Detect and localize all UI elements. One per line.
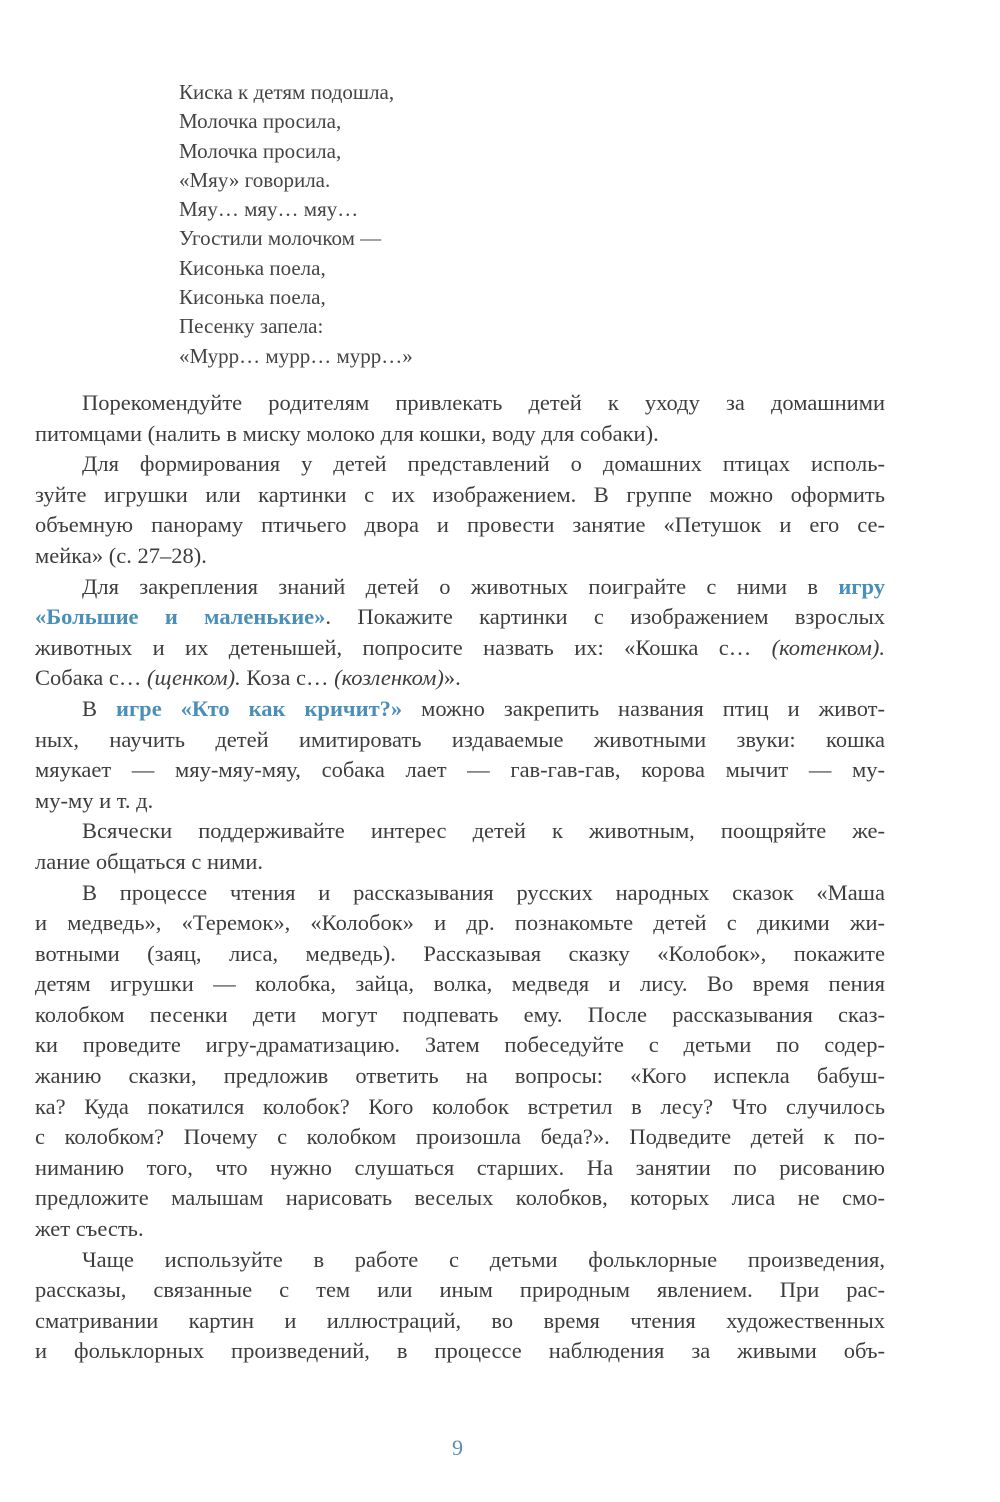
paragraph-birds bbox=[35, 449, 885, 571]
paragraph-who-cries-game bbox=[35, 694, 885, 816]
paragraph-folklore bbox=[35, 1245, 885, 1367]
text-fragment: Коза с… bbox=[246, 665, 329, 691]
page-number: 9 bbox=[452, 1435, 463, 1460]
poem-block bbox=[179, 78, 413, 371]
text-line: лание общаться с ними. bbox=[35, 848, 263, 874]
game-link-big-small[interactable]: игру bbox=[838, 573, 885, 599]
text-line: мяукает — мяу-мяу-мяу, собака лает — гав-гав-гав, корова мычит — му- bbox=[35, 757, 885, 783]
text-line: Чаще используйте в работе с детьми фольклорные произведения, bbox=[82, 1246, 885, 1272]
text-line: зуйте игрушки или картинки с их изображением. В группе можно оформить bbox=[35, 481, 885, 507]
text-line: мейка» (с. 27–28). bbox=[35, 542, 207, 568]
text-line: Для формирования у детей представлений о домашних птицах исполь- bbox=[82, 451, 885, 477]
text-line bbox=[35, 663, 885, 694]
poem-line: Киска к детям подошла, bbox=[179, 80, 395, 104]
paragraph-fairy-tales bbox=[35, 878, 885, 1245]
text-line: колобком песенки дети могут подпевать ему. После рассказывания сказ- bbox=[35, 1001, 885, 1027]
italic-answer: (котенком). bbox=[771, 634, 885, 660]
game-link-who-cries[interactable]: игре «Кто как кричит?» bbox=[116, 695, 403, 721]
text-fragment: Собака с… bbox=[35, 665, 142, 691]
italic-answer: (козленком) bbox=[334, 665, 444, 691]
text-line: В процессе чтения и рассказывания русских народных сказок «Маша bbox=[82, 879, 885, 905]
text-line: питомцами (налить в миску молоко для кошки, воду для собаки). bbox=[35, 420, 659, 446]
text-line: предложите малышам нарисовать веселых колобков, которых лиса не смо- bbox=[35, 1185, 885, 1211]
paragraph-pets bbox=[35, 388, 885, 449]
text-fragment: Для закрепления знаний детей о животных поиграйте с ними в bbox=[82, 573, 819, 599]
text-line bbox=[35, 694, 885, 725]
game-link-big-small-title[interactable]: «Большие и маленькие» bbox=[35, 604, 326, 630]
text-line: ка? Куда покатился колобок? Кого колобок встретил в лесу? Что случилось bbox=[35, 1093, 885, 1119]
paragraph-big-small-game bbox=[35, 572, 885, 694]
text-fragment: можно закрепить названия птиц и живот- bbox=[421, 695, 885, 721]
paragraph-interest bbox=[35, 816, 885, 877]
poem-line: Мяу… мяу… мяу… bbox=[179, 197, 359, 222]
text-line: ниманию того, что нужно слушаться старших. На занятии по рисованию bbox=[35, 1154, 885, 1180]
poem-line: «Мурр… мурр… мурр…» bbox=[179, 343, 413, 368]
text-fragment: ». bbox=[443, 665, 461, 691]
text-fragment: В bbox=[82, 695, 98, 721]
poem-line: Угостили молочком — bbox=[179, 226, 382, 251]
text-line: му-му и т. д. bbox=[35, 787, 154, 813]
text-line: и фольклорных произведений, в процессе наблюдения за живыми объ- bbox=[35, 1338, 885, 1364]
poem-line: Молочка просила, bbox=[179, 138, 342, 163]
text-line: Порекомендуйте родителям привлекать детей к уходу за домашними bbox=[82, 390, 885, 415]
text-fragment: . Покажите картинки с изображением взрослых bbox=[325, 604, 885, 630]
body-text bbox=[35, 388, 885, 1367]
italic-answer: (щенком). bbox=[147, 665, 241, 691]
text-line: рассказы, связанные с тем или иным природным явлением. При рас- bbox=[35, 1277, 885, 1303]
text-line bbox=[35, 633, 885, 664]
text-line: сматривании картин и иллюстраций, во время чтения художественных bbox=[35, 1307, 885, 1333]
text-line: Всячески поддерживайте интерес детей к животным, поощряйте же- bbox=[82, 818, 885, 844]
poem-line: Песенку запела: bbox=[179, 314, 324, 339]
text-line: объемную панораму птичьего двора и провести занятие «Петушок и его се- bbox=[35, 512, 885, 538]
text-line: ки проведите игру-драматизацию. Затем побеседуйте с детьми по содер- bbox=[35, 1032, 885, 1058]
poem-line: Молочка просила, bbox=[179, 109, 342, 134]
text-line: жет съесть. bbox=[35, 1216, 144, 1242]
poem-line: Кисонька поела, bbox=[179, 255, 326, 280]
text-line: с колобком? Почему с колобком произошла беда?». Подведите детей к по- bbox=[35, 1124, 885, 1150]
text-line: жанию сказки, предложив ответить на вопросы: «Кого испекла бабуш- bbox=[35, 1063, 885, 1089]
poem-line: Кисонька поела, bbox=[179, 285, 326, 310]
text-line bbox=[35, 572, 885, 603]
text-line: вотными (заяц, лиса, медведь). Рассказывая сказку «Колобок», покажите bbox=[35, 940, 885, 966]
text-line: и медведь», «Теремок», «Колобок» и др. познакомьте детей с дикими жи- bbox=[35, 910, 885, 936]
text-line: ных, научить детей имитировать издаваемые животными звуки: кошка bbox=[35, 726, 885, 752]
poem-line: «Мяу» говорила. bbox=[179, 167, 331, 192]
text-fragment: животных и их детенышей, попросите назвать их: «Кошка с… bbox=[35, 634, 752, 660]
text-line bbox=[35, 602, 885, 633]
text-line: детям игрушки — колобка, зайца, волка, медведя и лису. Во время пения bbox=[35, 971, 885, 997]
